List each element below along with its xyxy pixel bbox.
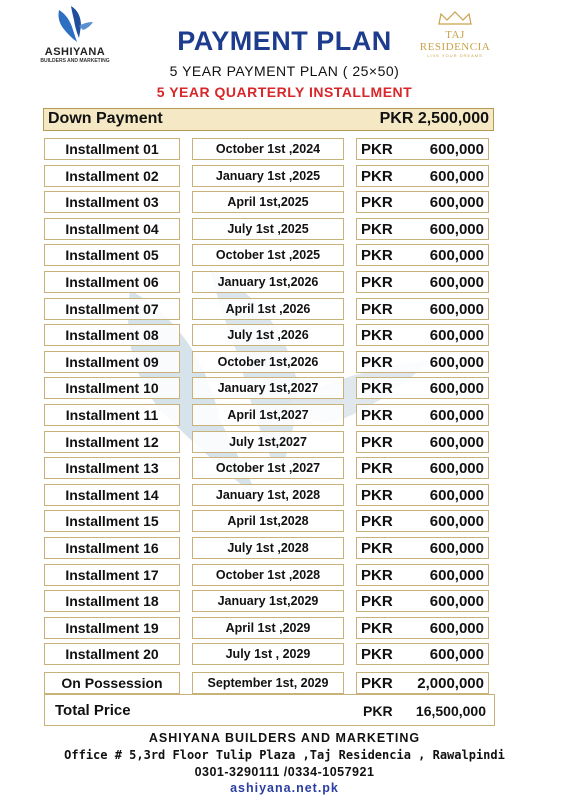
installment-amount: 600,000 bbox=[429, 220, 484, 238]
installment-amount-cell bbox=[356, 484, 489, 506]
installment-amount: 600,000 bbox=[429, 406, 484, 424]
installment-amount: 600,000 bbox=[429, 193, 484, 211]
installment-currency: PKR bbox=[361, 539, 393, 557]
installment-date: January 1st ,2025 bbox=[192, 165, 344, 187]
total-currency: PKR bbox=[363, 703, 393, 719]
footer-address: Office # 5,3rd Floor Tulip Plaza ,Taj Residencia , Rawalpindi bbox=[64, 748, 505, 762]
installment-amount-cell bbox=[356, 404, 489, 426]
installment-amount: 2,000,000 bbox=[417, 674, 484, 692]
installment-date: April 1st,2025 bbox=[192, 191, 344, 213]
installment-currency: PKR bbox=[361, 486, 393, 504]
crown-icon bbox=[435, 10, 475, 26]
installment-currency: PKR bbox=[361, 566, 393, 584]
installment-amount-cell bbox=[356, 218, 489, 240]
plan-subtitle: 5 YEAR PAYMENT PLAN ( 25×50) bbox=[169, 63, 400, 79]
installment-amount-cell bbox=[356, 510, 489, 532]
installment-amount: 600,000 bbox=[429, 167, 484, 185]
total-label: Total Price bbox=[55, 702, 131, 719]
installment-amount: 600,000 bbox=[429, 459, 484, 477]
installment-date: October 1st,2026 bbox=[192, 351, 344, 373]
installment-name: Installment 17 bbox=[44, 564, 180, 586]
installment-amount-cell bbox=[356, 138, 489, 160]
installment-name: Installment 02 bbox=[44, 165, 180, 187]
installment-amount-cell bbox=[356, 165, 489, 187]
installment-name: Installment 04 bbox=[44, 218, 180, 240]
installment-amount-cell bbox=[356, 672, 489, 694]
installment-name: Installment 13 bbox=[44, 457, 180, 479]
installment-amount: 600,000 bbox=[429, 273, 484, 291]
installment-name: Installment 06 bbox=[44, 271, 180, 293]
installment-currency: PKR bbox=[361, 512, 393, 530]
installment-name: Installment 07 bbox=[44, 298, 180, 320]
installment-currency: PKR bbox=[361, 645, 393, 663]
installment-name: Installment 18 bbox=[44, 590, 180, 612]
installment-amount: 600,000 bbox=[429, 645, 484, 663]
installment-date: October 1st ,2028 bbox=[192, 564, 344, 586]
installment-amount-cell bbox=[356, 537, 489, 559]
installment-date: April 1st,2028 bbox=[192, 510, 344, 532]
footer-company: ASHIYANA BUILDERS AND MARKETING bbox=[148, 731, 421, 745]
installment-currency: PKR bbox=[361, 433, 393, 451]
installment-currency: PKR bbox=[361, 300, 393, 318]
installment-currency: PKR bbox=[361, 167, 393, 185]
installment-name: Installment 15 bbox=[44, 510, 180, 532]
installment-amount-cell bbox=[356, 643, 489, 665]
installment-name: Installment 20 bbox=[44, 643, 180, 665]
installment-currency: PKR bbox=[361, 326, 393, 344]
installment-name: Installment 03 bbox=[44, 191, 180, 213]
installment-date: October 1st ,2024 bbox=[192, 138, 344, 160]
installment-date: July 1st,2027 bbox=[192, 431, 344, 453]
installment-amount-cell bbox=[356, 431, 489, 453]
installment-amount: 600,000 bbox=[429, 486, 484, 504]
ashiyana-tagline: BUILDERS AND MARKETING bbox=[40, 58, 110, 64]
installment-amount-cell bbox=[356, 324, 489, 346]
installment-date: July 1st ,2028 bbox=[192, 537, 344, 559]
taj-residencia-name: TAJ RESIDENCIA bbox=[419, 29, 491, 53]
installment-date: October 1st ,2027 bbox=[192, 457, 344, 479]
installment-amount: 600,000 bbox=[429, 140, 484, 158]
installment-amount: 600,000 bbox=[429, 619, 484, 637]
total-price-row bbox=[44, 694, 495, 726]
installment-currency: PKR bbox=[361, 379, 393, 397]
page-title: PAYMENT PLAN bbox=[177, 26, 392, 56]
installment-name: On Possession bbox=[44, 672, 180, 694]
installment-amount-cell bbox=[356, 617, 489, 639]
installment-name: Installment 12 bbox=[44, 431, 180, 453]
installment-amount: 600,000 bbox=[429, 379, 484, 397]
taj-residencia-sub: LIVE YOUR DREAMS bbox=[427, 53, 483, 58]
installment-date: January 1st,2027 bbox=[192, 377, 344, 399]
installment-name: Installment 14 bbox=[44, 484, 180, 506]
installment-amount-cell bbox=[356, 564, 489, 586]
installment-amount-cell bbox=[356, 191, 489, 213]
installment-currency: PKR bbox=[361, 193, 393, 211]
installment-amount: 600,000 bbox=[429, 433, 484, 451]
total-amount: 16,500,000 bbox=[415, 703, 486, 719]
installment-currency: PKR bbox=[361, 406, 393, 424]
installment-amount-cell bbox=[356, 298, 489, 320]
installment-amount-cell bbox=[356, 377, 489, 399]
installment-date: April 1st ,2026 bbox=[192, 298, 344, 320]
installment-currency: PKR bbox=[361, 674, 393, 692]
installment-date: September 1st, 2029 bbox=[192, 672, 344, 694]
installment-date: July 1st , 2029 bbox=[192, 643, 344, 665]
installment-amount: 600,000 bbox=[429, 539, 484, 557]
installment-amount-cell bbox=[356, 271, 489, 293]
installment-amount: 600,000 bbox=[429, 566, 484, 584]
installment-currency: PKR bbox=[361, 140, 393, 158]
installment-amount: 600,000 bbox=[429, 353, 484, 371]
installment-name: Installment 08 bbox=[44, 324, 180, 346]
ashiyana-brand-name: ASHIYANA bbox=[44, 46, 106, 58]
installment-date: July 1st ,2026 bbox=[192, 324, 344, 346]
installment-currency: PKR bbox=[361, 273, 393, 291]
down-payment-row bbox=[43, 108, 494, 131]
installment-amount-cell bbox=[356, 244, 489, 266]
installment-name: Installment 01 bbox=[44, 138, 180, 160]
installment-currency: PKR bbox=[361, 592, 393, 610]
installment-amount-cell bbox=[356, 457, 489, 479]
installment-date: April 1st ,2029 bbox=[192, 617, 344, 639]
installment-name: Installment 09 bbox=[44, 351, 180, 373]
installment-currency: PKR bbox=[361, 459, 393, 477]
installment-date: April 1st,2027 bbox=[192, 404, 344, 426]
installment-currency: PKR bbox=[361, 246, 393, 264]
installment-date: January 1st,2026 bbox=[192, 271, 344, 293]
quarterly-subtitle: 5 YEAR QUARTERLY INSTALLMENT bbox=[156, 84, 413, 100]
installment-amount: 600,000 bbox=[429, 246, 484, 264]
installment-date: July 1st ,2025 bbox=[192, 218, 344, 240]
installment-name: Installment 05 bbox=[44, 244, 180, 266]
installment-currency: PKR bbox=[361, 619, 393, 637]
down-payment-label: Down Payment bbox=[48, 110, 163, 127]
installment-name: Installment 10 bbox=[44, 377, 180, 399]
installment-amount-cell bbox=[356, 590, 489, 612]
installment-amount: 600,000 bbox=[429, 326, 484, 344]
down-payment-amount: PKR 2,500,000 bbox=[379, 110, 489, 127]
installment-date: October 1st ,2025 bbox=[192, 244, 344, 266]
installment-currency: PKR bbox=[361, 353, 393, 371]
installment-amount: 600,000 bbox=[429, 300, 484, 318]
installment-name: Installment 16 bbox=[44, 537, 180, 559]
installment-name: Installment 19 bbox=[44, 617, 180, 639]
footer-website[interactable]: ashiyana.net.pk bbox=[230, 781, 339, 795]
installment-currency: PKR bbox=[361, 220, 393, 238]
installment-amount-cell bbox=[356, 351, 489, 373]
installment-amount: 600,000 bbox=[429, 592, 484, 610]
installment-date: January 1st, 2028 bbox=[192, 484, 344, 506]
installment-name: Installment 11 bbox=[44, 404, 180, 426]
installment-amount: 600,000 bbox=[429, 512, 484, 530]
footer-phones: 0301-3290111 /0334-1057921 bbox=[194, 765, 375, 779]
installment-date: January 1st,2029 bbox=[192, 590, 344, 612]
